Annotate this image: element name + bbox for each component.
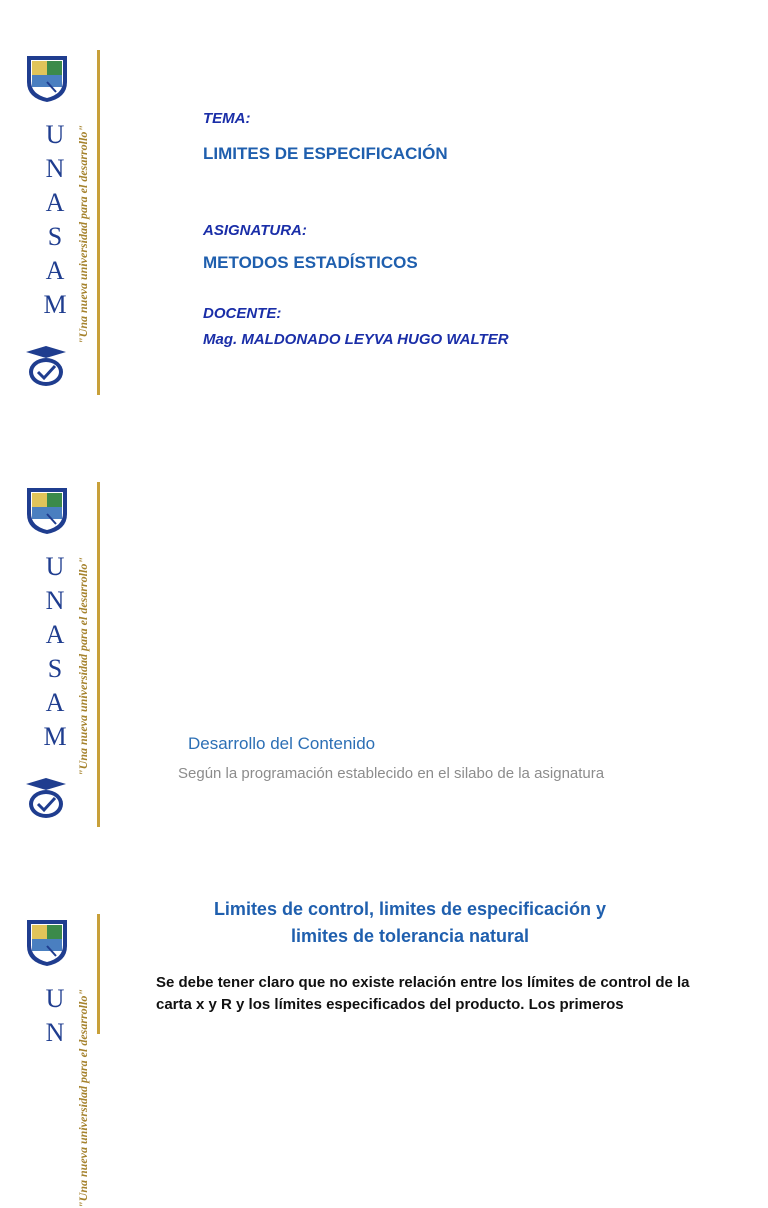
unasam-crest-icon (23, 52, 71, 104)
slide-paragraph: Se debe tener claro que no existe relación entre los límites de control de la carta x y R y los límites especificados del producto. Los primeros (156, 974, 690, 1013)
gold-divider (97, 914, 100, 1034)
letter: A (45, 188, 65, 217)
unasam-letters (38, 982, 72, 1050)
slide-heading (150, 896, 670, 950)
docente-value: Mag. MALDONADO LEYVA HUGO WALTER (203, 331, 509, 348)
letter: N (45, 1018, 65, 1047)
slide-title (0, 0, 768, 432)
letter: S (47, 654, 63, 683)
letter: M (43, 722, 67, 751)
letter: A (45, 620, 65, 649)
gold-divider (97, 482, 100, 827)
letter: S (47, 222, 63, 251)
asignatura-label: ASIGNATURA: (203, 222, 307, 239)
section-title: Desarrollo del Contenido (188, 734, 376, 753)
quality-badge-icon (22, 776, 70, 824)
letter: N (45, 154, 65, 183)
motto: "Una nueva universidad para el desarrollo" (76, 988, 90, 1208)
slide-limites (0, 864, 768, 1208)
unasam-letters (38, 550, 72, 754)
unasam-crest-icon (23, 916, 71, 968)
letter: U (45, 984, 65, 1013)
motto: "Una nueva universidad para el desarrollo" (76, 556, 90, 776)
unasam-crest-icon (23, 484, 71, 536)
slide-contenido (0, 432, 768, 864)
tema-value: LIMITES DE ESPECIFICACIÓN (203, 144, 448, 163)
quality-badge-icon (22, 344, 70, 392)
section-body: Según la programación establecido en el silabo de la asignatura (178, 765, 605, 782)
docente-label: DOCENTE: (203, 305, 282, 322)
letter: U (45, 120, 65, 149)
asignatura-value: METODOS ESTADÍSTICOS (203, 253, 418, 272)
heading-line: Limites de control, limites de especificación y (213, 899, 607, 919)
unasam-letters (38, 118, 72, 322)
heading-line: limites de tolerancia natural (290, 926, 530, 946)
letter: M (43, 290, 67, 319)
motto: "Una nueva universidad para el desarrollo" (76, 124, 90, 344)
letter: A (45, 256, 65, 285)
letter: A (45, 688, 65, 717)
tema-label: TEMA: (203, 110, 251, 127)
gold-divider (97, 50, 100, 395)
letter: N (45, 586, 65, 615)
letter: U (45, 552, 65, 581)
